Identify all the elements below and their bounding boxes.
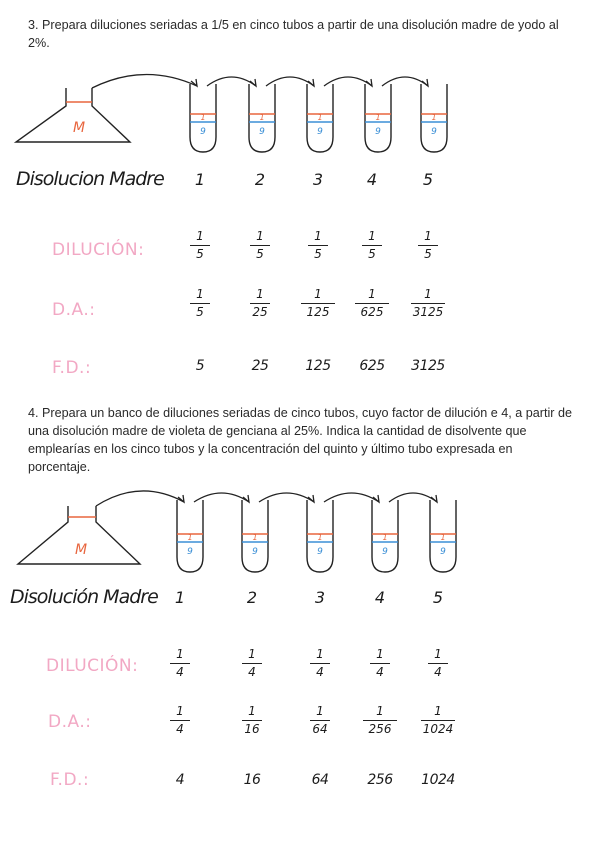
test-tube-1 [190, 84, 216, 152]
tube-top-label: 1 [317, 533, 323, 542]
arrow-to-tube-1 [92, 74, 197, 88]
fraction-bar [170, 720, 190, 721]
da-label: D.A.: [52, 300, 96, 320]
fraction-bar [362, 245, 382, 246]
fraction-bar [250, 245, 270, 246]
denominator: 4 [176, 722, 184, 736]
numerator: 1 [434, 647, 442, 661]
dilution-diagram-2 [0, 480, 600, 580]
numerator: 1 [314, 287, 322, 301]
arrow-to-tube-1 [96, 491, 184, 506]
denominator: 5 [424, 247, 432, 261]
arrowhead [308, 79, 314, 86]
arrowhead [308, 495, 314, 502]
da-fraction [350, 705, 410, 736]
numerator: 1 [376, 647, 384, 661]
test-tube-2 [249, 84, 275, 152]
fd-value: 4 [175, 772, 185, 788]
fraction-bar [370, 663, 390, 664]
problem-4-statement: 4. Prepara un banco de diluciones seriadas de cinco tubos, cuyo factor de dilución e 4, a partir de una disolución madre de violeta de genciana al 25%. Indica la cantidad de disolvente que emplearías en los cinco tubos y la concentración del quinto y último tubo expresada en porcentaje. [28, 406, 572, 474]
tube-number: 3 [312, 170, 324, 189]
test-tube-3 [307, 84, 333, 152]
problem-3-statement: 3. Prepara diluciones seriadas a 1/5 en cinco tubos a partir de una disolución madre de yodo al 2%. [28, 18, 559, 50]
flask-letter: M [74, 542, 88, 558]
dilucion-fraction [350, 648, 410, 679]
da-fraction [290, 705, 350, 736]
fraction-bar [308, 245, 328, 246]
denominator: 25 [252, 305, 268, 319]
fd-value: 5 [195, 358, 205, 374]
stock-flask [18, 506, 140, 564]
fraction-bar [421, 720, 455, 721]
tube-number: 2 [246, 588, 258, 607]
tube-number: 3 [314, 588, 326, 607]
stock-solution-label: Disolucion Madre [16, 168, 164, 190]
denominator: 16 [244, 722, 260, 736]
fraction-bar [190, 245, 210, 246]
transfer-arrows [96, 491, 437, 506]
fd-value: 625 [359, 358, 385, 374]
numerator: 1 [196, 287, 204, 301]
numerator: 1 [376, 704, 384, 718]
arrowhead [422, 79, 428, 86]
tube-top-label: 1 [252, 533, 258, 542]
tube-bottom-label: 9 [317, 547, 323, 557]
tube-top-label: 1 [200, 113, 206, 122]
arrowhead [366, 79, 372, 86]
denominator: 5 [196, 305, 204, 319]
tube-bottom-label: 9 [382, 547, 388, 557]
tube-number: 4 [366, 170, 378, 189]
numerator: 1 [314, 229, 322, 243]
denominator: 4 [376, 665, 384, 679]
dilucion-fraction [342, 230, 402, 261]
test-tube-3 [307, 500, 333, 572]
fraction-bar [250, 303, 270, 304]
da-fraction [222, 705, 282, 736]
numerator: 1 [196, 229, 204, 243]
arrow-to-tube-2 [194, 493, 249, 502]
da-fraction [408, 705, 468, 736]
tube-bottom-label: 9 [252, 547, 258, 557]
tube-top-label: 1 [375, 113, 381, 122]
da-fraction [230, 288, 290, 319]
tube-number: 1 [194, 170, 206, 189]
tube-number: 5 [432, 588, 444, 607]
arrow-to-tube-3 [259, 493, 314, 502]
test-tube-5 [430, 500, 456, 572]
transfer-arrows [92, 74, 428, 88]
da-fraction [398, 288, 458, 319]
numerator: 1 [316, 704, 324, 718]
fraction-bar [242, 720, 262, 721]
fd-label: F.D.: [50, 770, 90, 790]
test-tube-1 [177, 500, 203, 572]
dilucion-fraction [408, 648, 468, 679]
dilucion-fraction [230, 230, 290, 261]
fraction-bar [428, 663, 448, 664]
numerator: 1 [368, 229, 376, 243]
numerator: 1 [248, 647, 256, 661]
tubes [177, 500, 456, 572]
denominator: 4 [248, 665, 256, 679]
da-fraction [170, 288, 230, 319]
arrowhead [373, 495, 379, 502]
test-tube-5 [421, 84, 447, 152]
tube-top-label: 1 [317, 113, 323, 122]
denominator: 64 [312, 722, 328, 736]
fraction-bar [363, 720, 397, 721]
fd-value: 256 [367, 772, 393, 788]
arrowhead [243, 495, 249, 502]
denominator: 125 [306, 305, 330, 319]
tube-bottom-label: 9 [259, 127, 265, 137]
tube-top-label: 1 [259, 113, 265, 122]
tube-bottom-label: 9 [187, 547, 193, 557]
denominator: 1024 [422, 722, 454, 736]
denominator: 5 [314, 247, 322, 261]
denominator: 5 [256, 247, 264, 261]
arrow-to-tube-4 [324, 493, 379, 502]
fd-value: 16 [243, 772, 261, 788]
fraction-bar [242, 663, 262, 664]
da-fraction [288, 288, 348, 319]
numerator: 1 [248, 704, 256, 718]
stock-solution-label: Disolución Madre [10, 586, 158, 608]
arrowhead [250, 79, 256, 86]
denominator: 4 [316, 665, 324, 679]
numerator: 1 [176, 704, 184, 718]
fd-value: 125 [305, 358, 331, 374]
numerator: 1 [424, 229, 432, 243]
da-fraction [150, 705, 210, 736]
fd-value: 64 [311, 772, 329, 788]
dilucion-label: DILUCIÓN: [52, 240, 145, 260]
stock-flask [16, 88, 130, 142]
denominator: 625 [360, 305, 384, 319]
dilution-diagram-1 [0, 68, 600, 168]
tube-number: 4 [374, 588, 386, 607]
fraction-bar [190, 303, 210, 304]
tube-bottom-label: 9 [200, 127, 206, 137]
numerator: 1 [256, 229, 264, 243]
fraction-bar [310, 663, 330, 664]
fraction-bar [418, 245, 438, 246]
numerator: 1 [368, 287, 376, 301]
tube-top-label: 1 [187, 533, 193, 542]
fd-value: 1024 [421, 772, 455, 788]
tube-bottom-label: 9 [375, 127, 381, 137]
test-tube-4 [365, 84, 391, 152]
tubes [190, 84, 447, 152]
tube-number: 1 [174, 588, 186, 607]
arrowhead [431, 495, 437, 502]
denominator: 5 [196, 247, 204, 261]
test-tube-4 [372, 500, 398, 572]
dilucion-fraction [290, 648, 350, 679]
test-tube-2 [242, 500, 268, 572]
numerator: 1 [434, 704, 442, 718]
dilucion-fraction [288, 230, 348, 261]
dilucion-fraction [398, 230, 458, 261]
denominator: 256 [368, 722, 392, 736]
fd-value: 25 [251, 358, 269, 374]
dilucion-fraction [150, 648, 210, 679]
numerator: 1 [424, 287, 432, 301]
denominator: 3125 [412, 305, 444, 319]
tube-top-label: 1 [440, 533, 446, 542]
fraction-bar [310, 720, 330, 721]
fd-label: F.D.: [52, 358, 92, 378]
tube-number: 2 [254, 170, 266, 189]
da-fraction [342, 288, 402, 319]
tube-bottom-label: 9 [431, 127, 437, 137]
numerator: 1 [176, 647, 184, 661]
fraction-bar [170, 663, 190, 664]
da-label: D.A.: [48, 712, 92, 732]
flask-letter: M [72, 120, 86, 136]
fraction-bar [355, 303, 389, 304]
tube-bottom-label: 9 [440, 547, 446, 557]
dilucion-label: DILUCIÓN: [46, 656, 139, 676]
dilucion-fraction [170, 230, 230, 261]
denominator: 4 [176, 665, 184, 679]
numerator: 1 [316, 647, 324, 661]
tube-bottom-label: 9 [317, 127, 323, 137]
tube-top-label: 1 [382, 533, 388, 542]
numerator: 1 [256, 287, 264, 301]
tube-number: 5 [422, 170, 434, 189]
fd-value: 3125 [411, 358, 445, 374]
denominator: 4 [434, 665, 442, 679]
fraction-bar [411, 303, 445, 304]
fraction-bar [301, 303, 335, 304]
dilucion-fraction [222, 648, 282, 679]
denominator: 5 [368, 247, 376, 261]
tube-top-label: 1 [431, 113, 437, 122]
